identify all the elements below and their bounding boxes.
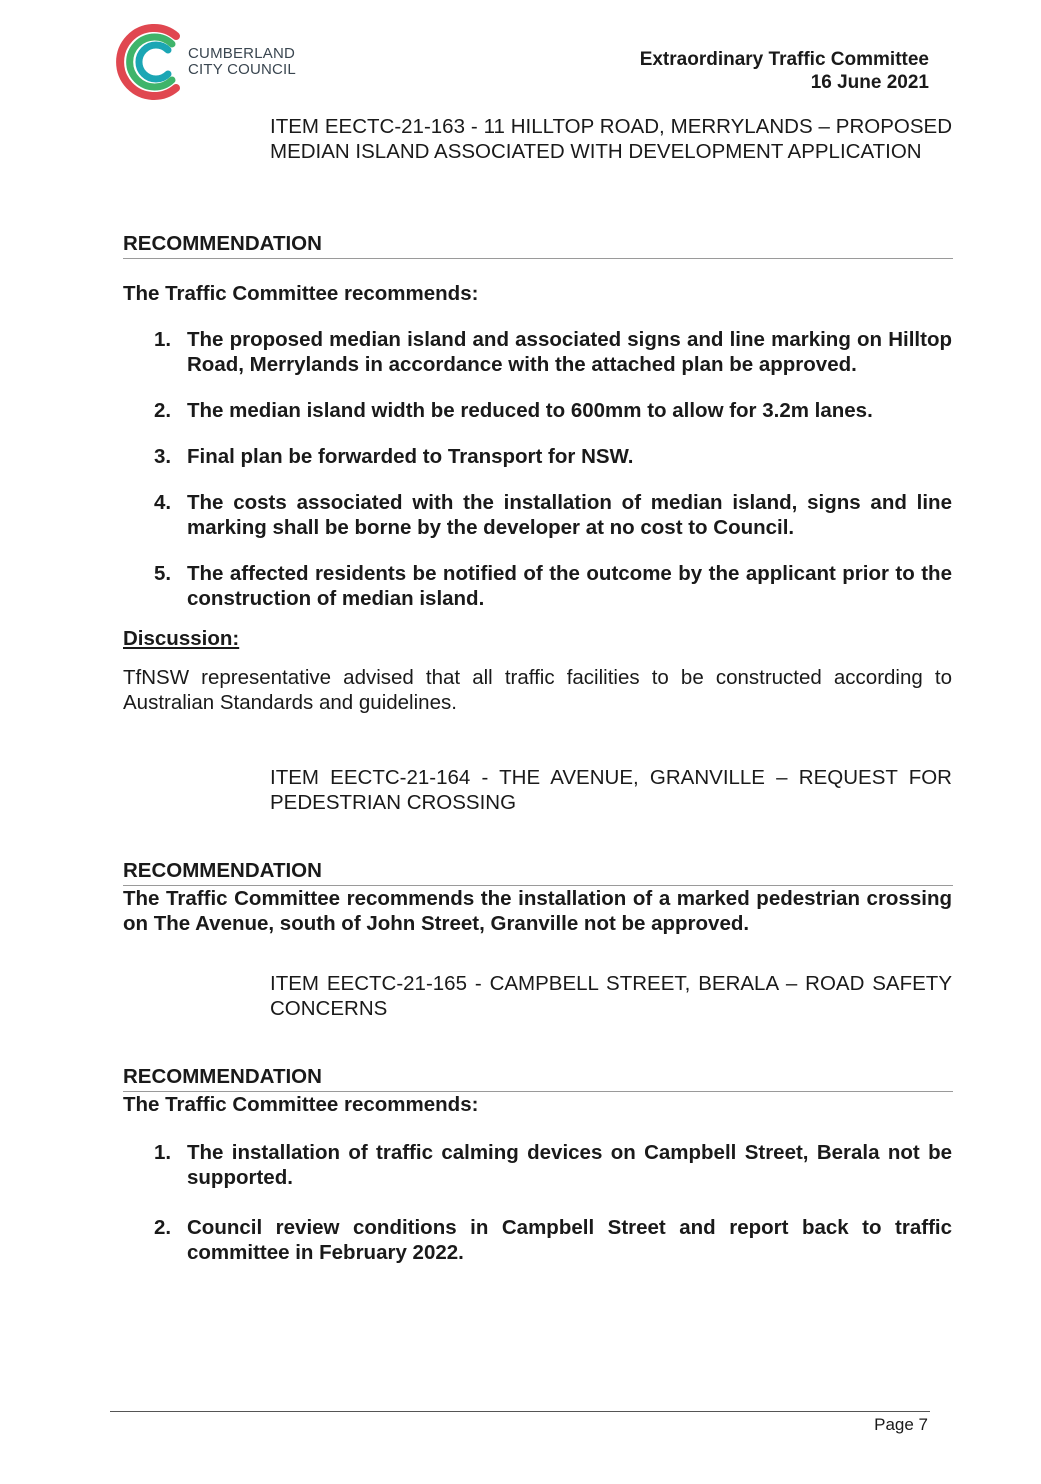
recommendation-list [150, 1140, 952, 1265]
item-title: ITEM EECTC-21-165 - CAMPBELL STREET, BERALA – ROAD SAFETY CONCERNS [270, 972, 952, 1020]
list-item [150, 398, 952, 423]
recommendation-list [150, 327, 952, 611]
list-number: 1. [154, 1141, 172, 1164]
list-text: The proposed median island and associated signs and line marking on Hilltop Road, Merrylands in accordance with the attached plan be approved. [187, 328, 952, 376]
list-item [150, 1215, 952, 1265]
list-item [150, 490, 952, 540]
list-number: 2. [154, 399, 172, 422]
item-title: ITEM EECTC-21-163 - 11 HILLTOP ROAD, MERRYLANDS – PROPOSED MEDIAN ISLAND ASSOCIATED WITH DEVELOPMENT APPLICATION [270, 115, 952, 163]
list-text: The affected residents be notified of the outcome by the applicant prior to the construction of median island. [187, 562, 952, 610]
meeting-date: 16 June 2021 [810, 72, 929, 93]
list-number: 1. [154, 328, 172, 351]
item-title: ITEM EECTC-21-164 - THE AVENUE, GRANVILLE – REQUEST FOR PEDESTRIAN CROSSING [270, 766, 952, 814]
list-item [150, 1140, 952, 1190]
recommendation-intro: The Traffic Committee recommends: [123, 1093, 479, 1116]
recommendation-intro: The Traffic Committee recommends: [123, 282, 479, 305]
list-number: 5. [154, 562, 172, 585]
council-name-line2: CITY COUNCIL [188, 61, 296, 78]
cumberland-logo-icon [114, 22, 186, 102]
list-item [150, 327, 952, 377]
recommendation-heading: RECOMMENDATION [123, 858, 953, 886]
list-number: 3. [154, 445, 172, 468]
council-name [188, 46, 296, 78]
committee-name: Extraordinary Traffic Committee [639, 49, 929, 70]
list-text: The median island width be reduced to 600mm to allow for 3.2m lanes. [187, 399, 873, 422]
list-item [150, 444, 952, 469]
list-text: Final plan be forwarded to Transport for NSW. [187, 445, 634, 468]
page-number: Page 7 [874, 1415, 928, 1434]
list-number: 4. [154, 491, 172, 514]
recommendation-heading: RECOMMENDATION [123, 1064, 953, 1092]
document-header [640, 48, 929, 94]
footer-divider [110, 1411, 930, 1412]
recommendation-text: The Traffic Committee recommends the installation of a marked pedestrian crossing on The Avenue, south of John Street, Granville not be approved. [123, 887, 952, 935]
list-text: The installation of traffic calming devices on Campbell Street, Berala not be supported. [187, 1141, 952, 1189]
list-text: The costs associated with the installation of median island, signs and line marking shall be borne by the developer at no cost to Council. [187, 491, 952, 539]
discussion-label: Discussion: [123, 627, 240, 650]
council-logo [114, 22, 314, 102]
list-text: Council review conditions in Campbell Street and report back to traffic committee in February 2022. [187, 1216, 952, 1264]
council-name-line1: CUMBERLAND [188, 45, 296, 62]
recommendation-heading: RECOMMENDATION [123, 231, 953, 259]
list-number: 2. [154, 1216, 172, 1239]
discussion-text: TfNSW representative advised that all traffic facilities to be constructed according to Australian Standards and guidelines. [123, 666, 952, 714]
list-item [150, 561, 952, 611]
